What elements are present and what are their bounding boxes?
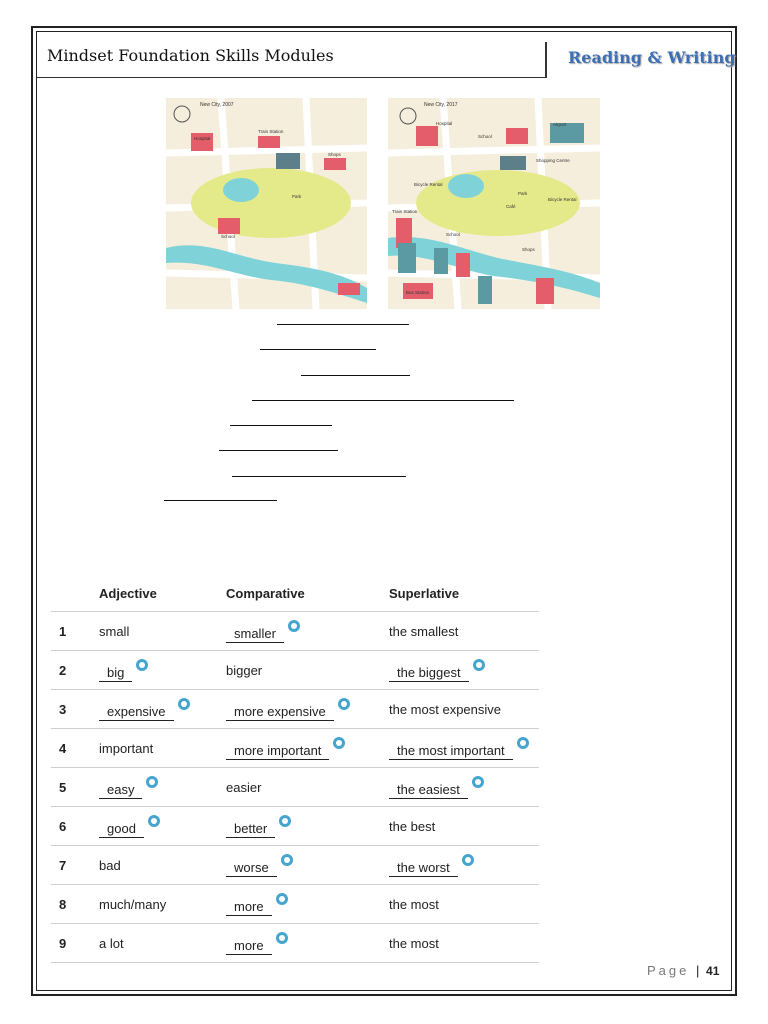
header-comparative: Comparative xyxy=(226,585,305,601)
comparative-answer[interactable]: more expensive xyxy=(226,704,334,721)
adjective-table xyxy=(51,575,539,963)
superlative-answer[interactable]: the biggest xyxy=(389,665,469,682)
svg-text:Shopping Centre: Shopping Centre xyxy=(536,158,570,163)
adjective-answer[interactable]: big xyxy=(99,665,132,682)
map-left-caption: New City, 2007 xyxy=(200,102,234,108)
answer-blank-4[interactable] xyxy=(252,400,514,401)
svg-text:Park: Park xyxy=(292,194,302,199)
header-divider xyxy=(545,42,547,78)
module-title: Mindset Foundation Skills Modules xyxy=(47,46,334,65)
table-row: 5 easy easier the easiest xyxy=(51,768,539,807)
map-right-caption: New City, 2017 xyxy=(424,102,458,108)
comparative-answer[interactable]: worse xyxy=(226,860,277,877)
map-new-city-2017 xyxy=(388,98,600,309)
subject-title: Reading & Writing xyxy=(568,48,736,67)
adjective-answer[interactable]: easy xyxy=(99,782,142,799)
superlative-answer[interactable]: the easiest xyxy=(389,782,468,799)
answer-marker-icon xyxy=(338,698,350,710)
header-adjective: Adjective xyxy=(99,585,157,601)
svg-text:Airport: Airport xyxy=(553,122,567,127)
answer-marker-icon xyxy=(472,776,484,788)
svg-text:Bicycle Rental: Bicycle Rental xyxy=(414,182,443,187)
adjective-answer[interactable]: expensive xyxy=(99,704,174,721)
comparative-answer[interactable]: more xyxy=(226,938,272,955)
answer-blank-6[interactable] xyxy=(219,450,338,451)
answer-marker-icon xyxy=(462,854,474,866)
answer-blank-8[interactable] xyxy=(164,500,277,501)
svg-text:School: School xyxy=(221,234,235,239)
table-row: 1 small smaller the smallest xyxy=(51,612,539,651)
svg-text:School: School xyxy=(446,232,460,237)
footer-separator: | xyxy=(696,963,700,978)
answer-blank-5[interactable] xyxy=(230,425,332,426)
answer-marker-icon xyxy=(146,776,158,788)
answer-blank-1[interactable] xyxy=(277,324,409,325)
comparative-answer[interactable]: more important xyxy=(226,743,329,760)
table-row: 4 important more important the most important xyxy=(51,729,539,768)
svg-text:Hospital: Hospital xyxy=(194,136,211,141)
svg-text:School: School xyxy=(478,134,492,139)
page-footer xyxy=(647,963,719,978)
answer-marker-icon xyxy=(333,737,345,749)
page-label: Page xyxy=(647,963,690,978)
comparative-answer[interactable]: better xyxy=(226,821,275,838)
header-rule xyxy=(37,77,547,78)
answer-blank-2[interactable] xyxy=(260,349,376,350)
answer-marker-icon xyxy=(473,659,485,671)
table-row: 3 expensive more expensive the most expensive xyxy=(51,690,539,729)
map-new-city-2007 xyxy=(166,98,367,309)
svg-text:Shops: Shops xyxy=(328,152,341,157)
answer-marker-icon xyxy=(148,815,160,827)
answer-marker-icon xyxy=(136,659,148,671)
answer-marker-icon xyxy=(276,932,288,944)
table-row: 6 good better the best xyxy=(51,807,539,846)
answer-marker-icon xyxy=(517,737,529,749)
svg-text:Shops: Shops xyxy=(522,247,535,252)
svg-text:Bus Station: Bus Station xyxy=(406,290,430,295)
svg-text:Train Station: Train Station xyxy=(258,129,284,134)
table-row: 9 a lot more the most xyxy=(51,924,539,963)
answer-marker-icon xyxy=(281,854,293,866)
answer-blank-3[interactable] xyxy=(301,375,410,376)
svg-text:Park: Park xyxy=(518,191,528,196)
answer-marker-icon xyxy=(279,815,291,827)
comparative-answer[interactable]: more xyxy=(226,899,272,916)
adjective-answer[interactable]: good xyxy=(99,821,144,838)
table-row: 2 big bigger the biggest xyxy=(51,651,539,690)
table-row: 8 much/many more the most xyxy=(51,885,539,924)
answer-marker-icon xyxy=(276,893,288,905)
table-header-row xyxy=(51,575,539,612)
svg-text:Hospital: Hospital xyxy=(436,121,453,126)
svg-text:Train Station: Train Station xyxy=(392,209,418,214)
answer-blank-7[interactable] xyxy=(232,476,406,477)
svg-text:Café: Café xyxy=(506,204,516,209)
table-row: 7 bad worse the worst xyxy=(51,846,539,885)
superlative-answer[interactable]: the worst xyxy=(389,860,458,877)
header-superlative: Superlative xyxy=(389,585,460,601)
superlative-answer[interactable]: the most important xyxy=(389,743,513,760)
svg-text:Bicycle Rental: Bicycle Rental xyxy=(548,197,577,202)
answer-marker-icon xyxy=(288,620,300,632)
comparative-answer[interactable]: smaller xyxy=(226,626,284,643)
answer-marker-icon xyxy=(178,698,190,710)
page-number: 41 xyxy=(706,964,720,978)
